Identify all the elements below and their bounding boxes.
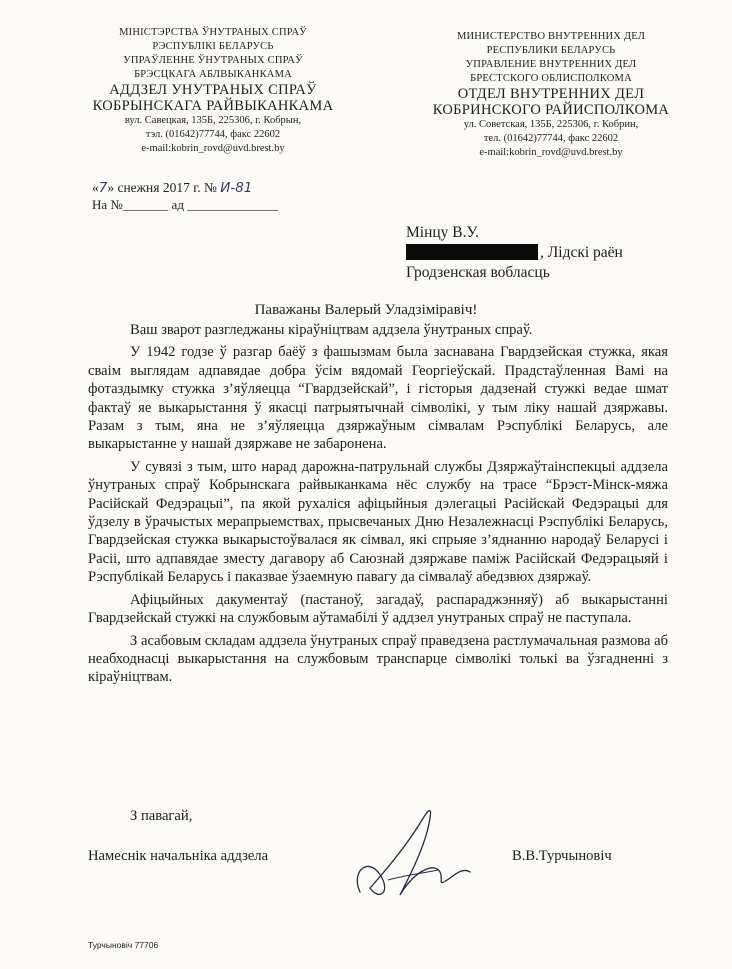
salutation: Паважаны Валерый Уладзіміравіч! <box>254 302 478 318</box>
date-open-quote: « <box>92 180 99 195</box>
signatory-name: В.В.Турчыновіч <box>512 848 612 864</box>
date-line <box>92 180 252 196</box>
recipient-block <box>406 223 623 283</box>
letterhead-line: РЕСПУБЛИКИ БЕЛАРУСЬ <box>486 45 616 56</box>
letterhead-line: УПРАВЛЕНИЕ ВНУТРЕННИХ ДЕЛ <box>465 59 637 70</box>
closing: З павагай, <box>130 808 193 824</box>
letterhead-address: вул. Савецкая, 135Б, 225306, г. Кобрын, <box>124 115 302 126</box>
outgoing-number: И-81 <box>220 180 253 196</box>
letterhead-line: УПРАЎЛЕННЕ ЎНУТРАНЫХ СПРАЎ <box>123 55 303 66</box>
recipient-address <box>406 243 623 263</box>
redaction-bar <box>406 244 538 260</box>
recipient-district: , Лідскі раён <box>540 244 623 261</box>
date-day: 7 <box>98 180 108 196</box>
letterhead-line: БРЕСТСКОГО ОБЛИСПОЛКОМА <box>470 73 632 84</box>
letterhead-phone: тэл. (01642)77744, факс 22602 <box>145 129 281 140</box>
letterhead-russian <box>418 30 684 160</box>
letterhead-email: e-mail:kobrin_rovd@uvd.brest.by <box>141 143 285 154</box>
body-paragraph: Ваш зварот разгледжаны кіраўніцтвам аддзела ўнутраных спраў. <box>130 322 533 338</box>
letterhead-phone: тел. (01642)77744, факс 22602 <box>483 133 619 144</box>
letter-body <box>88 321 668 691</box>
letterhead-line: МИНИСТЕРСТВО ВНУТРЕННИХ ДЕЛ <box>456 31 646 42</box>
date-text: » снежня 2017 г. № <box>107 180 217 195</box>
letterhead-address: ул. Советская, 135Б, 225306, г. Кобрин, <box>463 119 639 130</box>
footer-executor: Турчыновіч 77706 <box>88 940 159 950</box>
handwritten-signature <box>340 800 480 910</box>
letterhead-line: МІНІСТЭРСТВА ЎНУТРАНЫХ СПРАЎ <box>119 27 307 38</box>
letterhead-department: КОБРЫНСКАГА РАЙВЫКАНКАМА <box>92 98 334 114</box>
letterhead-line: РЭСПУБЛІКІ БЕЛАРУСЬ <box>152 41 274 52</box>
letterhead-line: БРЭСЦКАГА АБЛВЫКАНКАМА <box>134 69 292 80</box>
letterhead-department: КОБРИНСКОГО РАЙИСПОЛКОМА <box>432 102 670 118</box>
letterhead-email: e-mail:kobrin_rovd@uvd.brest.by <box>479 147 623 158</box>
body-paragraph: У 1942 годзе ў разгар баёў з фашызмам была заснавана Гвардзейская стужка, якая сваім выглядам адпавядае добра ўсім вядомай Георгіеўскай. Прадстаўленная Вамі на фотаздымку стужка з’яўляецца “Гвардзейскай”, і гісторыя дадзенай стужкі ведае шмат фактаў яе выкарыстання ў якасці патрыятычнай сімволікі, у тым ліку нашай дзяржавы. Разам з тым, яна не з’яўляецца дзяржаўным сімвалам Рэспублікі Беларусь, але выкарыстанне у нашай дзяржаве не забаронена. <box>88 344 668 453</box>
body-paragraph: У сувязі з тым, што нарад дарожна-патрульнай службы Дзяржаўтаінспекцыі аддзела ўнутраных спраў Кобрынскага райвыканкама нёс службу на трасе “Брэст-Мінск-мяжа Расійскай Федэрацыі”, па якой рухаліся афіцыйныя дэлегацыі Расійскай Федэрацыі для ўдзелу в ўрачыстых мерапрыемствах, прысвечаных Дню Незалежнасці Рэспублікі Беларусь, Гвардзейская стужка выкарыстоўвалася як сімвал, які спрыяе з’яднанню народаў Беларусі і Расіі, што адпавядае зместу дагавору аб Саюзнай дзяржаве паміж Расійскай Федэрацыяй і Рэспублікай Беларусь і паказвае ўзаемную павагу да сімвалаў абедзвюх дзяржаў. <box>88 458 668 586</box>
letterhead-department: АДДЗЕЛ УНУТРАНЫХ СПРАЎ <box>109 82 317 98</box>
letterhead-department: ОТДЕЛ ВНУТРЕННИХ ДЕЛ <box>457 86 645 102</box>
letterhead-belarusian <box>82 26 344 156</box>
reference-line: На №_______ ад ______________ <box>92 197 279 212</box>
body-paragraph: З асабовым складам аддзела ўнутраных спраў праведзена растлумачальная размова аб неабходнасці выкарыстання на службовым транспарце сімволікі толькі ва ўзгадненні з кіраўніцтвам. <box>88 632 668 686</box>
recipient-region: Гродзенская вобласць <box>406 264 550 281</box>
signatory-position: Намеснік начальніка аддзела <box>88 848 269 864</box>
body-paragraph: Афіцыйных дакументаў (пастаноў, загадаў, распараджэнняў) аб выкарыстанні Гвардзейскай стужкі на службовым аўтамабілі ў аддзел унутраных спраў не паступала. <box>88 591 668 627</box>
recipient-name: Мінцу В.У. <box>406 224 479 241</box>
